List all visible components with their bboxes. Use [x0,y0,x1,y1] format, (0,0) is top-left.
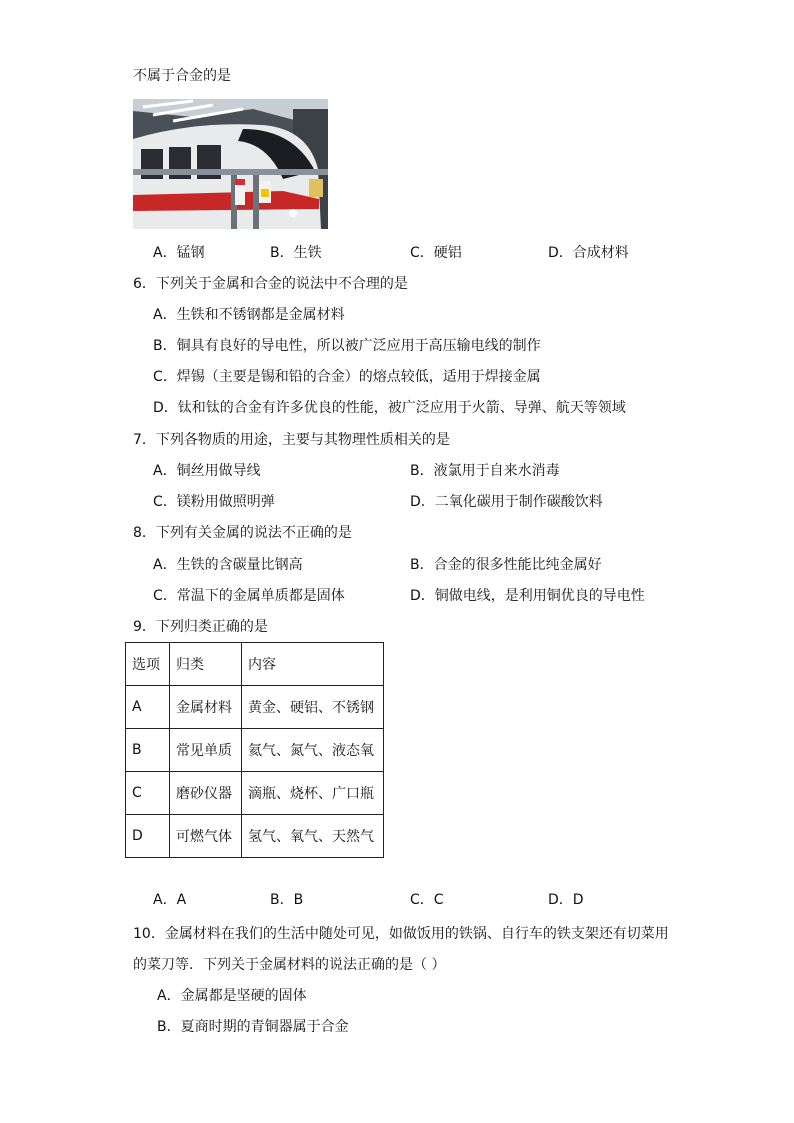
q5-option-d: D．合成材料 [548,245,629,261]
q10-option-b: B．夏商时期的青铜器属于合金 [157,1019,349,1035]
q7-option-a: A．铜丝用做导线 [153,463,261,479]
classification-table [125,642,384,858]
table-row [126,815,384,858]
table-row [126,772,384,815]
q10-stem-line1: 10．金属材料在我们的生活中随处可见，如做饭用的铁锅、自行车的铁支架还有切菜用 [133,926,669,942]
table-cell: A [126,686,170,729]
q8-option-a: A．生铁的含碳量比钢高 [153,557,303,573]
q5-option-b: B．生铁 [270,245,322,261]
table-cell: 金属材料 [170,686,242,729]
table-cell: 氦气、氮气、液态氧 [242,729,384,772]
q6-option-a: A．生铁和不锈钢都是金属材料 [153,307,345,323]
q9-option-b: B．B [270,892,304,908]
q6-option-c: C．焊锡（主要是锡和铅的合金）的熔点较低，适用于焊接金属 [153,369,541,385]
q8-option-b: B．合金的很多性能比纯金属好 [410,557,602,573]
q8-stem: 8．下列有关金属的说法不正确的是 [133,525,352,541]
train-photo [133,99,328,229]
q9-stem: 9．下列归类正确的是 [133,619,268,635]
q10-stem-line2: 的菜刀等．下列关于金属材料的说法正确的是（ ） [133,957,446,973]
q7-option-b: B．液氯用于自来水消毒 [410,463,560,479]
table-cell: 滴瓶、烧杯、广口瓶 [242,772,384,815]
q5-option-c: C．硬铝 [410,245,462,261]
q7-stem: 7．下列各物质的用途，主要与其物理性质相关的是 [133,432,450,448]
table-cell: C [126,772,170,815]
table-cell: 常见单质 [170,729,242,772]
q6-option-d: D．钛和钛的合金有许多优良的性能，被广泛应用于火箭、导弹、航天等领域 [153,400,626,416]
train-image [133,99,328,229]
table-cell: 氢气、氧气、天然气 [242,815,384,858]
table-cell: D [126,815,170,858]
table-cell: 黄金、硬铝、不锈钢 [242,686,384,729]
q5-stem-tail: 不属于合金的是 [133,68,231,84]
table-cell: 磨砂仪器 [170,772,242,815]
q10-option-a: A．金属都是坚硬的固体 [157,988,307,1004]
table-cell: B [126,729,170,772]
q5-option-a: A．锰钢 [153,245,205,261]
q7-option-d: D．二氧化碳用于制作碳酸饮料 [410,494,603,510]
table-row [126,686,384,729]
q6-option-b: B．铜具有良好的导电性，所以被广泛应用于高压输电线的制作 [153,338,541,354]
q8-option-d: D．铜做电线，是利用铜优良的导电性 [410,588,645,604]
q6-stem: 6．下列关于金属和合金的说法中不合理的是 [133,276,408,292]
table-header-cell: 内容 [242,643,384,686]
q7-option-c: C．镁粉用做照明弹 [153,494,275,510]
table-row [126,729,384,772]
q9-option-d: D．D [548,892,584,908]
table-cell: 可燃气体 [170,815,242,858]
q9-option-c: C．C [410,892,444,908]
table-header-cell: 选项 [126,643,170,686]
q8-option-c: C．常温下的金属单质都是固体 [153,588,345,604]
table-header-row [126,643,384,686]
q9-option-a: A．A [153,892,187,908]
table-header-cell: 归类 [170,643,242,686]
